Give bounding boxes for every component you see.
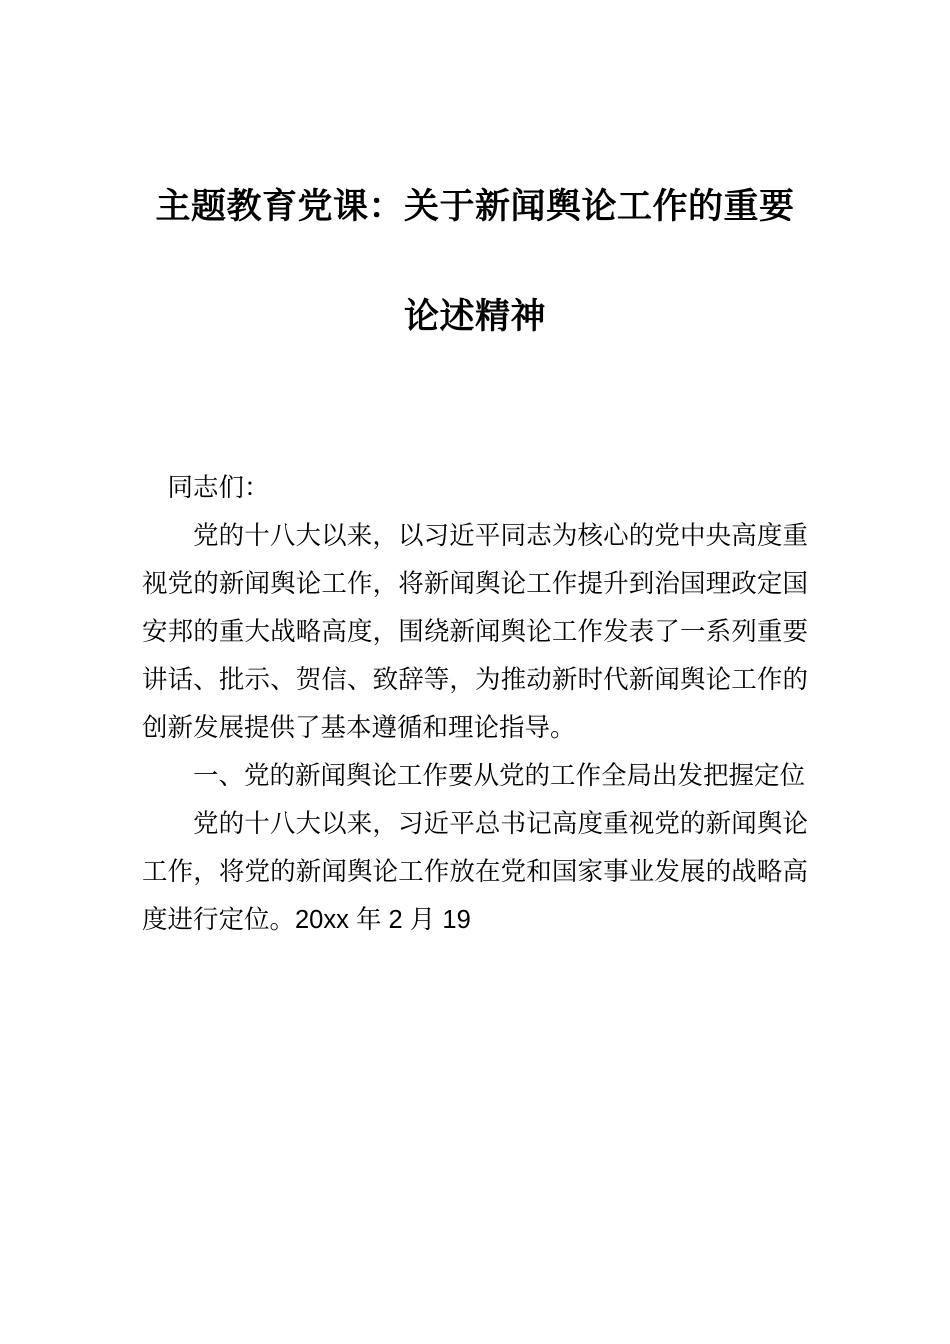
opening-paragraph: 党的十八大以来，以习近平同志为核心的党中央高度重视党的新闻舆论工作，将新闻舆论工作提升到治国理政定国安邦的重大战略高度，围绕新闻舆论工作发表了一系列重要讲话、批示、贺信、致辞等，为推动新时代新闻舆论工作的创新发展提供了基本遵循和理论指导。	[142, 522, 808, 742]
document-content	[142, 464, 808, 944]
section-heading-one: 一、党的新闻舆论工作要从党的工作全局出发把握定位	[193, 762, 806, 790]
salutation-paragraph: 同志们：	[167, 474, 270, 502]
section-one-paragraph: 党的十八大以来，习近平总书记高度重视党的新闻舆论工作，将党的新闻舆论工作放在党和国家事业发展的战略高度进行定位。20xx 年 2 月 19	[142, 810, 808, 934]
document-body	[142, 0, 808, 944]
document-title: 主题教育党课：关于新闻舆论工作的重要论述精神	[155, 187, 795, 336]
